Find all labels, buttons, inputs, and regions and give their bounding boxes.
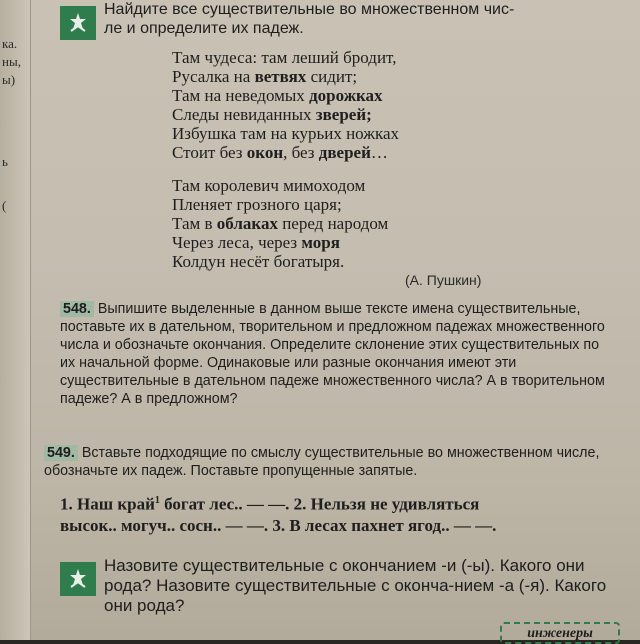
exercise-548-text: Выпишите выделенные в данном выше тексте имена существительные, поставьте их в дательном, творительном и предложном падежах множественного числа и обозначьте окончания. Определите склонение этих существительных по их начальной форме. Одинаковые или разные окончания имеют эти существительные в дательном падеже множественного числа? А в творительном падеже? А в предложном? [60,301,605,407]
exercise-548-number: 548. [60,301,94,317]
exercise-549 [44,444,612,480]
poem-text: Пленяет грозного царя; [172,195,342,214]
poem-line [172,67,532,86]
poem-line [172,252,532,271]
poem-line [172,195,532,214]
poem-line [172,105,532,124]
highlighted-word: зверей; [315,105,372,124]
star-arrow-icon [66,567,90,591]
poem-text: Там королевич мимоходом [172,176,366,195]
poem-line [172,143,532,162]
exercise-548 [60,300,612,408]
task-marker-bottom [60,562,96,596]
top-instruction-line-1: Найдите все существительные во множественном чис- [104,1,515,18]
poem-text: Через леса, через [172,233,302,252]
poem-text: Стоит без [172,143,247,162]
highlighted-word: дверей [318,143,371,162]
poem-stanza-1 [172,48,532,162]
poem-line [172,233,532,252]
exercise-549-line-1 [60,490,620,515]
gutter-text-5: ( [2,198,7,213]
poem-text: … [370,143,388,162]
poem-text: Русалка на [172,67,255,86]
poem-line [172,214,532,233]
exercise-549-line-1a: 1. Наш край [60,494,155,514]
exercise-549-text: Вставьте подходящие по смыслу существительные во множественном числе, обозначьте их падеж. Поставьте пропущенные запятые. [44,445,600,479]
footnote-mark: 1 [154,495,160,506]
poem-line [172,124,532,143]
highlighted-word: дорожках [309,86,383,105]
exercise-549-line-2: высок.. могуч.. сосн.. — —. 3. В лесах пахнет ягод.. — —. [60,515,497,535]
top-instruction-line-2: ле и определите их падеж. [104,20,304,37]
exercise-549-number: 549. [44,445,78,461]
exercise-549-line-1b: богат лес.. — —. 2. Нельзя не удивляться [159,494,480,514]
poem-text: перед народом [277,214,389,233]
gutter-text-3: ы) [2,72,16,87]
poem-text: Там на неведомых [172,86,310,105]
poem-author: (А. Пушкин) [405,272,482,288]
star-arrow-icon [66,11,90,35]
poem-stanza-2 [172,176,532,271]
bottom-instruction: Назовите существительные с окончанием -и (-ы). Какого они рода? Назовите существительные с оконча-нием -а (-я). Какого они рода? [104,556,607,615]
poem-text: Там в [172,214,217,233]
top-instruction [104,0,604,38]
poem-text: Избушка там на курьих ножках [172,124,400,143]
poem-text: Колдун несёт богатыря. [172,252,345,271]
poem-text: , без [283,143,319,162]
gutter-text-2: ны, [2,54,21,69]
gutter-text-4: ь [2,154,8,169]
poem-text: Следы невиданных [172,105,316,124]
highlighted-word: моря [301,233,340,252]
poem-text: сидит; [306,67,358,86]
poem-line [172,48,532,67]
poem-line [172,176,532,195]
previous-page-edge [0,0,31,640]
highlighted-word: ветвях [254,67,307,86]
gutter-text-1: ка. [2,36,18,51]
poem-text: Там чудеса: там леший бродит, [172,48,397,67]
word-box: инженеры [500,622,620,644]
exercise-549-sentences [60,490,620,536]
task-marker-top [60,6,96,40]
highlighted-word: облаках [216,214,278,233]
poem-line [172,86,532,105]
highlighted-word: окон [246,143,284,162]
